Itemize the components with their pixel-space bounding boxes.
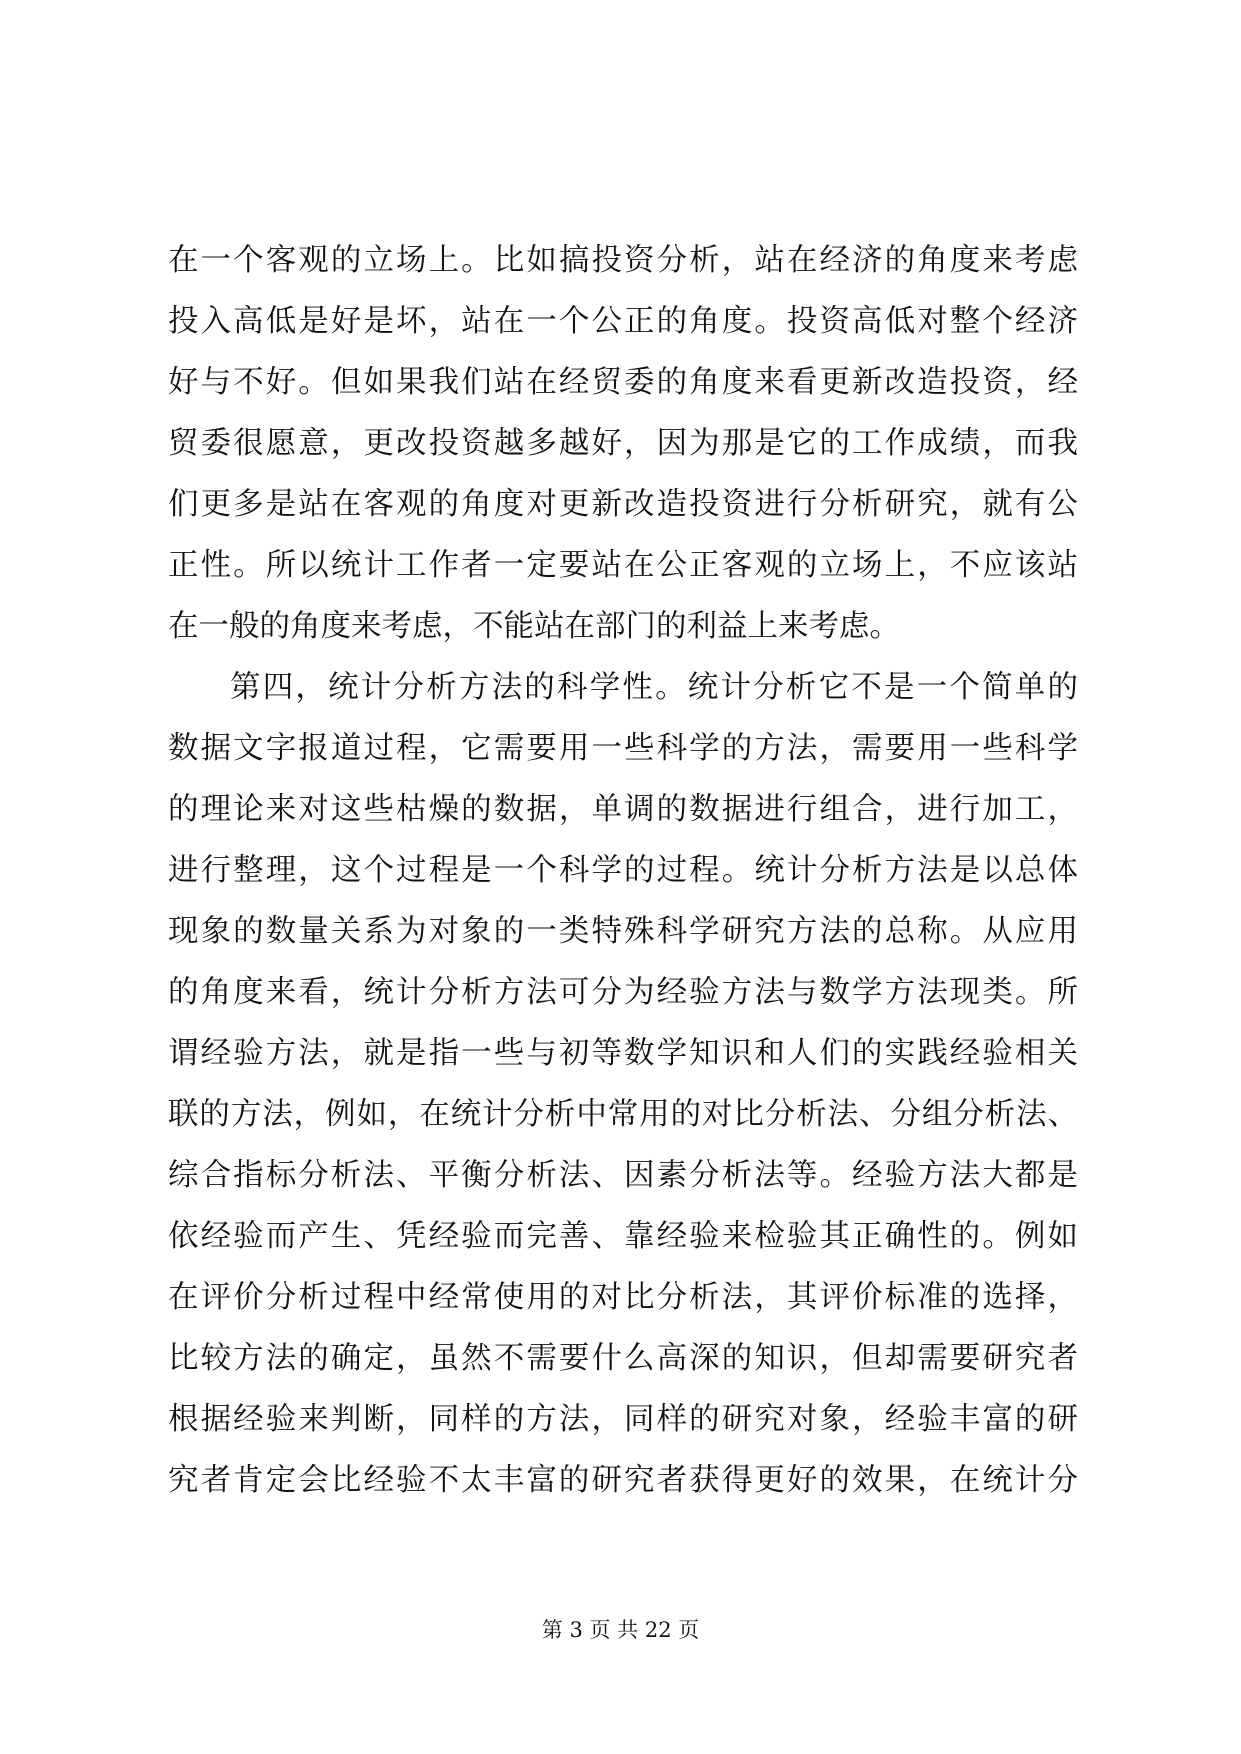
text-line: 谓经验方法，就是指一些与初等数学知识和人们的实践经验相关	[168, 1036, 1078, 1071]
page-number-footer: 第 3 页 共 22 页	[541, 1618, 700, 1642]
text-line: 综合指标分析法、平衡分析法、因素分析法等。经验方法大都是	[168, 1158, 1078, 1193]
text-line: 根据经验来判断，同样的方法，同样的研究对象，经验丰富的研	[168, 1402, 1078, 1437]
text-line: 贸委很愿意，更改投资越多越好，因为那是它的工作成绩，而我	[168, 426, 1078, 461]
text-line: 数据文字报道过程，它需要用一些科学的方法，需要用一些科学	[168, 731, 1078, 766]
text-line: 的理论来对这些枯燥的数据，单调的数据进行组合，进行加工，	[168, 792, 1078, 827]
text-line: 比较方法的确定，虽然不需要什么高深的知识，但却需要研究者	[168, 1341, 1078, 1376]
text-line: 在一般的角度来考虑，不能站在部门的利益上来考虑。	[168, 609, 900, 644]
text-line: 在评价分析过程中经常使用的对比分析法，其评价标准的选择，	[168, 1280, 1078, 1315]
text-line: 投入高低是好是坏，站在一个公正的角度。投资高低对整个经济	[168, 304, 1078, 339]
text-line: 的角度来看，统计分析方法可分为经验方法与数学方法现类。所	[168, 975, 1078, 1010]
text-line: 进行整理，这个过程是一个科学的过程。统计分析方法是以总体	[168, 853, 1078, 888]
text-line: 第四，统计分析方法的科学性。统计分析它不是一个简单的	[230, 670, 1078, 705]
text-line: 在一个客观的立场上。比如搞投资分析，站在经济的角度来考虑	[168, 243, 1078, 278]
text-line: 依经验而产生、凭经验而完善、靠经验来检验其正确性的。例如	[168, 1219, 1078, 1254]
body-text	[168, 230, 1078, 1511]
text-line: 究者肯定会比经验不太丰富的研究者获得更好的效果，在统计分	[168, 1463, 1078, 1498]
text-line: 好与不好。但如果我们站在经贸委的角度来看更新改造投资，经	[168, 365, 1078, 400]
text-line: 正性。所以统计工作者一定要站在公正客观的立场上，不应该站	[168, 548, 1078, 583]
text-line: 现象的数量关系为对象的一类特殊科学研究方法的总称。从应用	[168, 914, 1078, 949]
text-line: 们更多是站在客观的角度对更新改造投资进行分析研究，就有公	[168, 487, 1078, 522]
text-line: 联的方法，例如，在统计分析中常用的对比分析法、分组分析法、	[168, 1097, 1078, 1132]
